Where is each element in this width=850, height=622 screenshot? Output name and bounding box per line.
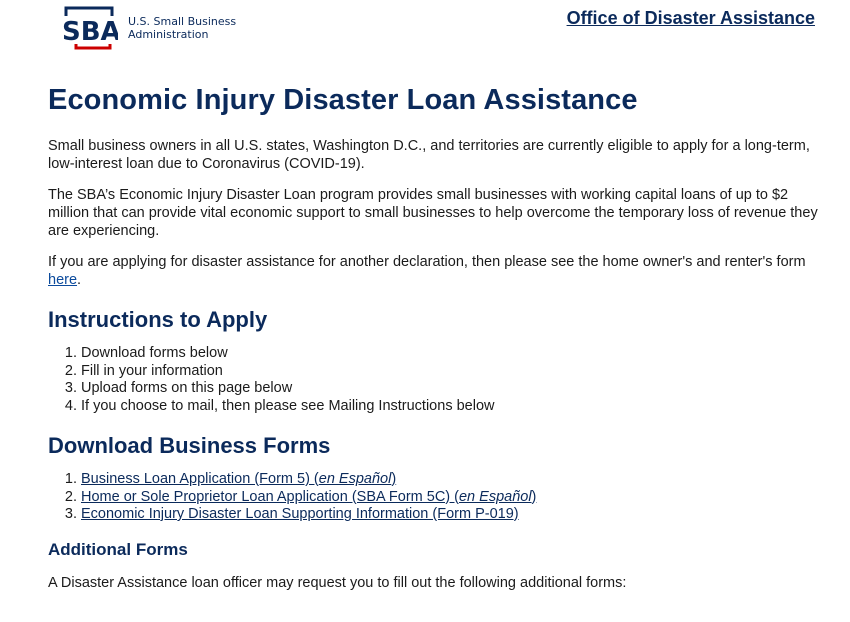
sba-logo-mark [60, 6, 118, 50]
instructions-list [48, 345, 830, 415]
sba-logo-icon [60, 6, 118, 50]
instruction-item: 4. If you choose to mail, then please see Mailing Instructions below [81, 398, 830, 416]
home-sole-proprietor-application-link[interactable]: Home or Sole Proprietor Loan Application (SBA Form 5C) (en Español) [81, 488, 537, 505]
additional-forms-text: A Disaster Assistance loan officer may request you to fill out the following additional forms: [48, 574, 627, 591]
form-item [81, 489, 830, 507]
page-title: Economic Injury Disaster Loan Assistance [48, 84, 638, 116]
business-forms-list [48, 471, 830, 524]
instruction-item: 1. Download forms below [81, 345, 830, 363]
page-header [0, 0, 850, 70]
main-content [48, 84, 830, 605]
instruction-item: 3. Upload forms on this page below [81, 380, 830, 398]
sba-logo-text [128, 15, 236, 41]
eligibility-paragraph: Small business owners in all U.S. states, Washington D.C., and territories are currently eligible to apply for a long-term, low-interest loan due to Coronavirus (COVID-19). [48, 138, 810, 172]
form-item [81, 506, 830, 524]
instruction-item: 2. Fill in your information [81, 363, 830, 381]
sba-logo[interactable] [60, 6, 236, 50]
declaration-paragraph [48, 253, 830, 289]
sba-logo-letters: SBA [62, 17, 118, 47]
business-loan-application-link[interactable]: Business Loan Application (Form 5) (en Español) [81, 471, 397, 487]
download-forms-heading: Download Business Forms [48, 433, 331, 458]
form-item [81, 471, 830, 489]
instructions-heading: Instructions to Apply [48, 307, 268, 332]
additional-forms-heading: Additional Forms [48, 539, 188, 559]
office-of-disaster-assistance-link[interactable]: Office of Disaster Assistance [566, 8, 815, 28]
declaration-text: If you are applying for disaster assistance for another declaration, then please see the home owner's and renter's form [48, 254, 806, 270]
program-paragraph: The SBA’s Economic Injury Disaster Loan program provides small businesses with working capital loans of up to $2 million that can provide vital economic support to small businesses to help overcome the temporary loss of revenue they are experiencing. [48, 187, 818, 239]
declaration-period: . [77, 272, 82, 288]
home-owner-form-link[interactable]: here [48, 272, 78, 288]
logo-line-1: U.S. Small Business [128, 15, 237, 28]
eidl-supporting-information-link[interactable]: Economic Injury Disaster Loan Supporting Information (Form P-019) [81, 506, 519, 522]
logo-line-2: Administration [128, 28, 209, 41]
